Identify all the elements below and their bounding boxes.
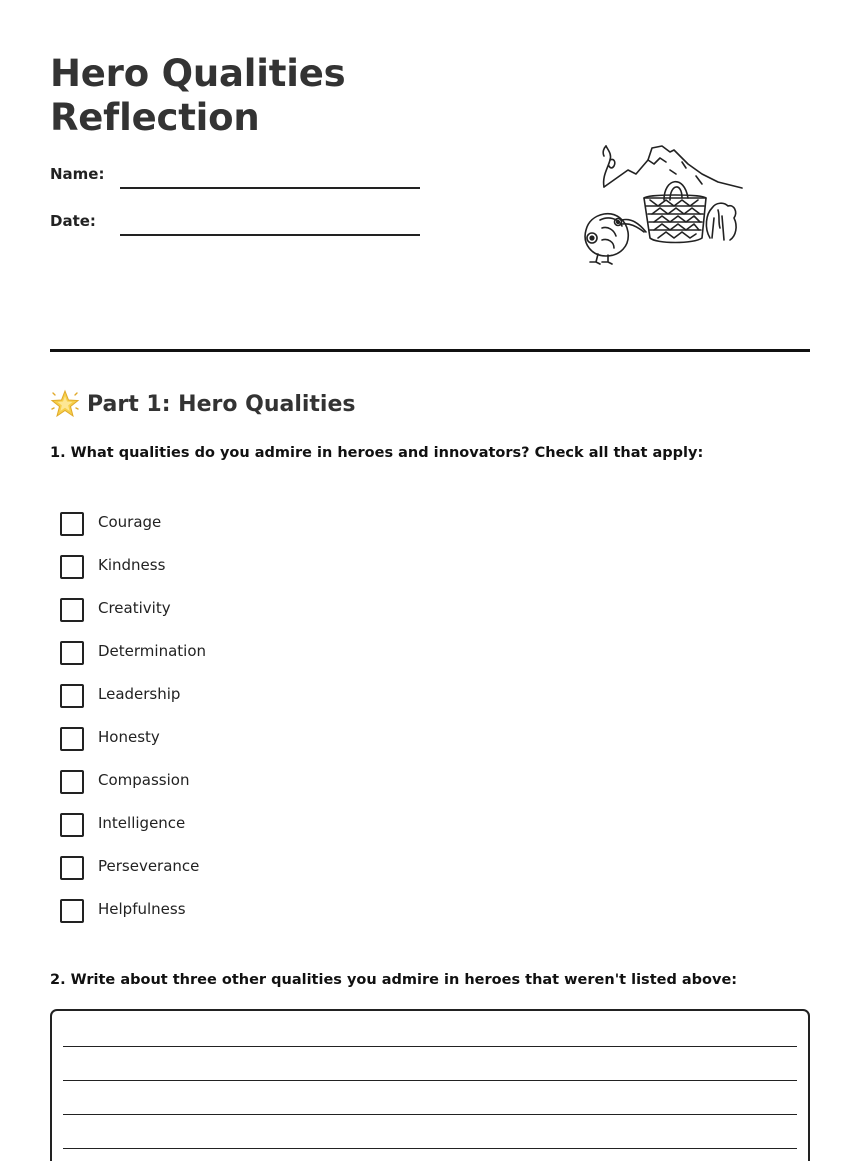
quality-label: Intelligence — [98, 814, 186, 832]
checkbox[interactable] — [60, 899, 84, 923]
part1-heading-text: Part 1: Hero Qualities — [87, 391, 356, 417]
quality-item-creativity[interactable] — [60, 594, 460, 637]
question-2: 2. Write about three other qualities you admire in heroes that weren't listed above: — [50, 972, 738, 988]
name-input-line[interactable] — [120, 187, 420, 189]
question-1: 1. What qualities do you admire in heroes and innovators? Check all that apply: — [50, 445, 704, 461]
checkbox[interactable] — [60, 598, 84, 622]
checkbox[interactable] — [60, 555, 84, 579]
quality-label: Creativity — [98, 599, 171, 617]
writing-line — [63, 1148, 797, 1149]
quality-label: Perseverance — [98, 857, 200, 875]
quality-item-intelligence[interactable] — [60, 809, 460, 852]
quality-label: Leadership — [98, 685, 181, 703]
writing-line — [63, 1046, 797, 1047]
quality-item-kindness[interactable] — [60, 551, 460, 594]
name-label: Name: — [50, 165, 105, 183]
title-line-2: Reflection — [50, 96, 260, 139]
date-label: Date: — [50, 212, 96, 230]
name-field — [50, 163, 430, 193]
star-icon — [50, 389, 80, 419]
quality-item-leadership[interactable] — [60, 680, 460, 723]
quality-item-courage[interactable] — [60, 508, 460, 551]
checkbox[interactable] — [60, 856, 84, 880]
checkbox[interactable] — [60, 512, 84, 536]
checkbox[interactable] — [60, 641, 84, 665]
quality-label: Honesty — [98, 728, 160, 746]
checkbox[interactable] — [60, 684, 84, 708]
section-divider — [50, 349, 810, 352]
quality-item-honesty[interactable] — [60, 723, 460, 766]
writing-line — [63, 1080, 797, 1081]
quality-item-compassion[interactable] — [60, 766, 460, 809]
date-input-line[interactable] — [120, 234, 420, 236]
checkbox[interactable] — [60, 770, 84, 794]
qualities-checklist — [60, 508, 460, 938]
checkbox[interactable] — [60, 727, 84, 751]
writing-line — [63, 1114, 797, 1115]
quality-item-helpfulness[interactable] — [60, 895, 460, 938]
quality-label: Compassion — [98, 771, 190, 789]
quality-item-perseverance[interactable] — [60, 852, 460, 895]
kiwi-basket-mountain-illustration — [578, 140, 748, 265]
answer-box[interactable] — [50, 1009, 810, 1161]
worksheet-title — [50, 52, 470, 140]
part1-heading — [50, 388, 356, 420]
date-field — [50, 210, 430, 240]
quality-label: Kindness — [98, 556, 166, 574]
title-line-1: Hero Qualities — [50, 52, 346, 95]
quality-label: Courage — [98, 513, 162, 531]
checkbox[interactable] — [60, 813, 84, 837]
quality-item-determination[interactable] — [60, 637, 460, 680]
quality-label: Helpfulness — [98, 900, 186, 918]
quality-label: Determination — [98, 642, 207, 660]
